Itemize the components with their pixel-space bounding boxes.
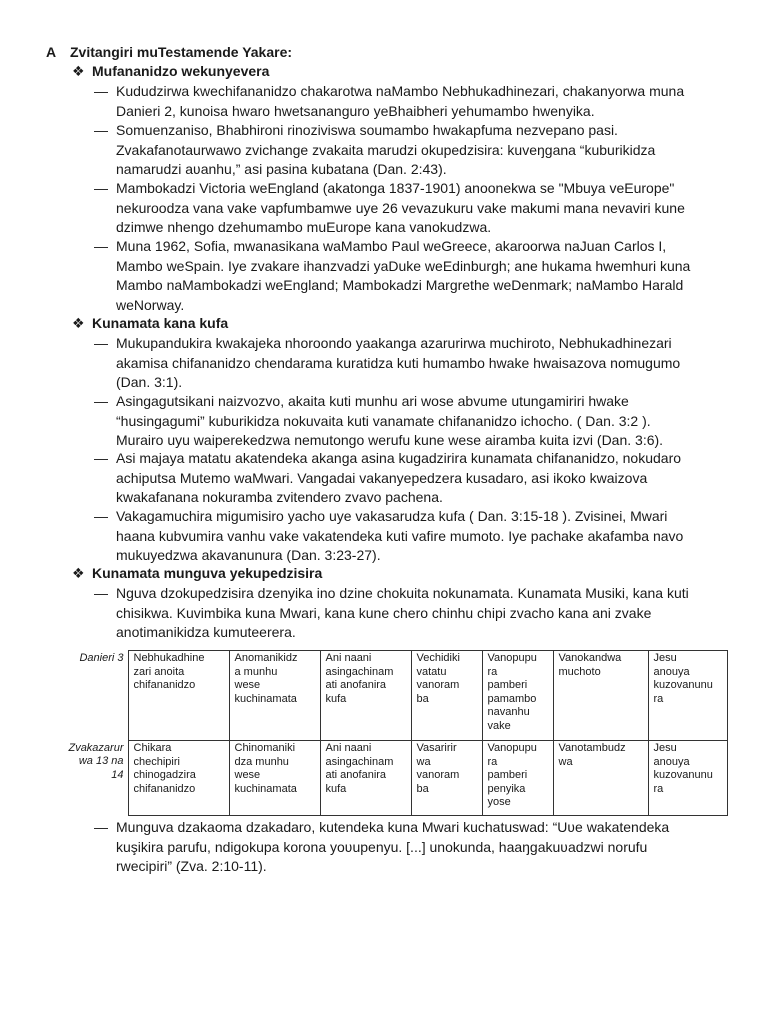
page-heading bbox=[46, 44, 292, 60]
dash-marker: — bbox=[94, 122, 108, 138]
table-cell: Vanotambudz wa bbox=[553, 741, 648, 816]
section-title-text: Kunamata kana kufa bbox=[92, 315, 229, 331]
dash-marker: — bbox=[94, 238, 108, 254]
bullet-item bbox=[94, 507, 734, 566]
table-cell: Nebhukadhine zari anoita chifananidzo bbox=[128, 651, 229, 741]
heading-letter: A bbox=[46, 44, 57, 60]
section-title-3 bbox=[72, 565, 322, 582]
row-label: Danieri 3 bbox=[60, 651, 128, 741]
bullet-item bbox=[94, 584, 734, 643]
dash-marker: — bbox=[94, 585, 108, 601]
bullet-item bbox=[94, 449, 734, 508]
table-cell: Ani naani asingachinam ati anofanira kufa bbox=[320, 651, 411, 741]
bullet-item bbox=[94, 818, 734, 877]
dash-marker: — bbox=[94, 83, 108, 99]
bullet-item bbox=[94, 392, 734, 451]
table-cell: Vasaririr wa vanoram ba bbox=[411, 741, 482, 816]
table-cell: Vanopupu ra pamberi pamambo navanhu vake bbox=[482, 651, 553, 741]
table-cell: Vechidiki vatatu vanoram ba bbox=[411, 651, 482, 741]
bullet-text: Somuenzaniso, Bhabhironi rinoziviswa soumambo hwakapfuma nezvepano pasi. Zvakafanotaurwawo zvichange zvakaita marudzi okupedzisira: kuveŋgana “kuburikidza namarudzi aʋanhu,” asi pasina kubatana (Dan. 2:43). bbox=[116, 122, 656, 177]
diamond-bullet-icon: ❖ bbox=[72, 565, 85, 581]
table-row bbox=[60, 651, 727, 741]
dash-marker: — bbox=[94, 450, 108, 466]
bullet-text: Kududzirwa kwechifananidzo chakarotwa naMambo Nebhukadhinezari, chakanyorwa muna Danieri 2, kunoisa hwaro hwetsananguro yeBhaibheri yehumambo hwenyika. bbox=[116, 83, 685, 119]
table-cell: Chinomaniki dza munhu wese kuchinamata bbox=[229, 741, 320, 816]
dash-marker: — bbox=[94, 508, 108, 524]
bullet-text: Vakagamuchira migumisiro yacho uye vakasarudza kufa ( Dan. 3:15-18 ). Zvisinei, Mwari haana kubvumira vanhu vake vakatendeka kuti vafire mumoto. Iye pachake akafamba navo mukuyedzwa akavanunura (Dan. 3:23-27). bbox=[116, 508, 684, 563]
section-title-text: Kunamata munguva yekupedzisira bbox=[92, 565, 323, 581]
bullet-item bbox=[94, 179, 734, 238]
bullet-text: Mukupandukira kwakajeka nhoroondo yaakanga azarurirwa muchiroto, Nebhukadhinezari akamisa chifananidzo chendarama kuratidza kuti humambo hwake hwaisazova nomugumo (Dan. 3:1). bbox=[116, 335, 681, 390]
bullet-text: Munguva dzakaoma dzakadaro, kutendeka kuna Mwari kuchatuswad: “Uʋe wakatendeka kuşikira parufu, ndigokupa korona yoʋupenyu. [...] unokunda, haaŋgakuʋadzwi norufu rwecipiri” (Zva. 2:10-11). bbox=[116, 819, 670, 874]
table-cell: Anomanikidz a munhu wese kuchinamata bbox=[229, 651, 320, 741]
bullet-item bbox=[94, 82, 734, 121]
table-cell: Jesu anouya kuzovanunu ra bbox=[648, 741, 727, 816]
dash-marker: — bbox=[94, 819, 108, 835]
table-cell: Ani naani asingachinam ati anofanira kufa bbox=[320, 741, 411, 816]
table-cell: Vanokandwa muchoto bbox=[553, 651, 648, 741]
bullet-text: Asingagutsikani naizvozvo, akaita kuti munhu ari wose abvume utungamiriri hwake “husingagumi” kuburikidza nokuvaita kuti vanamate chifananidzo ichocho. ( Dan. 3:2 ). Murairo uyu waiperekedzwa nemutongo werufu kune wese airamba kuita izvi (Dan. 3:6). bbox=[116, 393, 664, 448]
section-title-2 bbox=[72, 315, 228, 332]
comparison-table bbox=[60, 650, 728, 816]
bullet-item bbox=[94, 237, 734, 315]
table-cell: Chikara chechipiri chinogadzira chifananidzo bbox=[128, 741, 229, 816]
table-cell: Vanopupu ra pamberi penyika yose bbox=[482, 741, 553, 816]
bullet-item bbox=[94, 334, 734, 393]
dash-marker: — bbox=[94, 393, 108, 409]
bullet-text: Nguva dzokupedzisira dzenyika ino dzine chokuita nokunamata. Kunamata Musiki, kana kuti chisikwa. Kuvimbika kuna Mwari, kana kune chero chinhu chipi zvacho kana ani zvake anotimanikidza kumuteerera. bbox=[116, 585, 689, 640]
row-label: Zvakazarur wa 13 na 14 bbox=[60, 741, 128, 816]
bullet-text: Mambokadzi Victoria weEngland (akatonga 1837-1901) anoonekwa se "Mbuya veEurope" nekuroodza vana vake vapfumbamwe uye 26 vevazukuru vake makumi mana nevaviri kune dzimwe nhengo dzehumambo muEurope kana vanokudzwa. bbox=[116, 180, 685, 235]
section-title-1 bbox=[72, 63, 269, 80]
table-cell: Jesu anouya kuzovanunu ra bbox=[648, 651, 727, 741]
diamond-bullet-icon: ❖ bbox=[72, 315, 85, 331]
heading-title: Zvitangiri muTestamende Yakare: bbox=[70, 44, 293, 60]
bullet-item bbox=[94, 121, 734, 180]
diamond-bullet-icon: ❖ bbox=[72, 63, 85, 79]
section-title-text: Mufananidzo wekunyevera bbox=[92, 63, 270, 79]
table-row bbox=[60, 741, 727, 816]
dash-marker: — bbox=[94, 180, 108, 196]
bullet-text: Muna 1962, Sofia, mwanasikana waMambo Paul weGreece, akaroorwa naJuan Carlos I, Mambo weSpain. Iye zvakare ihanzvadzi yaDuke weEdinburgh; ane hukama hwemhuri kuna Mambo naMambokadzi weEngland; Mambokadzi Margrethe weDenmark; naMambo Harald weNorway. bbox=[116, 238, 691, 313]
bullet-text: Asi majaya matatu akatendeka akanga asina kugadzirira kunamata chifananidzo, nokudaro achiputsa Mutemo waMwari. Vangadai vakanyepedzera kusadaro, asi ikoko kwaizova kwakafanana nokuramba zvitendero zvavo pachena. bbox=[116, 450, 682, 505]
dash-marker: — bbox=[94, 335, 108, 351]
